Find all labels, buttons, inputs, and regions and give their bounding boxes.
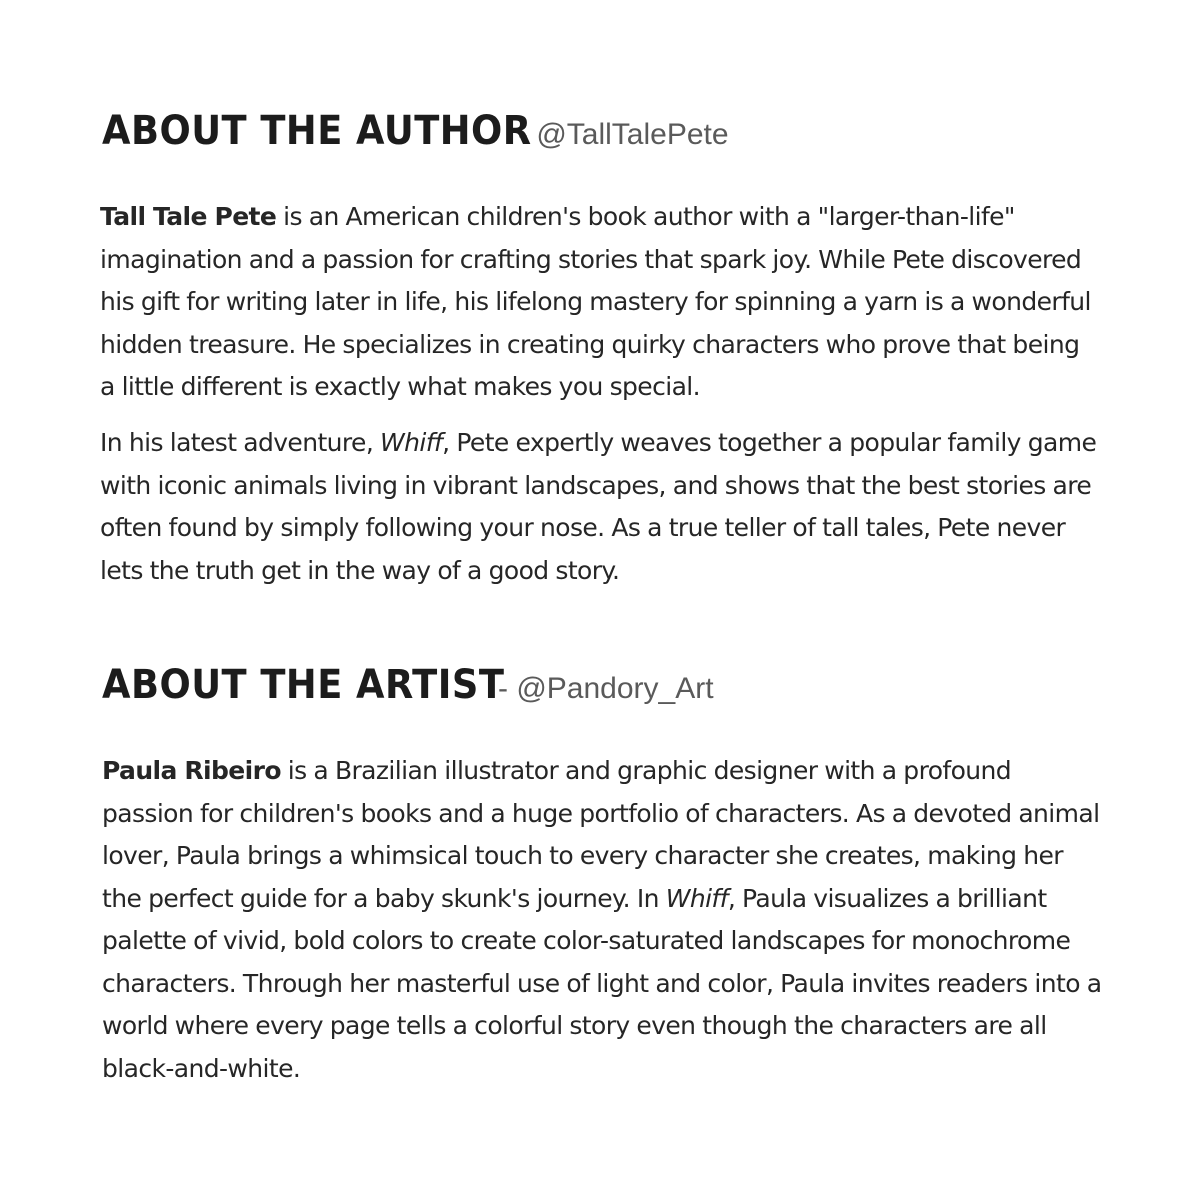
- author-bio-paragraph-2: [100, 422, 1100, 592]
- book-title: Whiff: [665, 883, 728, 913]
- author-bio-text-1: is an American children's book author with a "larger-than-life" imagination and a passion for crafting stories that spark joy. While Pete discovered his gift for writing later in life, his lifelong mastery for spinning a yarn is a wonderful hidden treasure. He specializes in creating quirky characters who prove that being a little different is exactly what makes you special.: [100, 202, 1091, 401]
- artist-bio-paragraph: [102, 750, 1102, 1090]
- author-bio-text-2a: In his latest adventure,: [100, 428, 381, 457]
- artist-handle: - @Pandory_Art: [498, 672, 714, 705]
- artist-bio-text-a: is a Brazilian illustrator and graphic designer with a profound passion for children's books and a huge portfolio of characters. As a devoted animal lover, Paula brings a whimsical touch to every character she creates, making her the perfect guide for a baby skunk's journey. In: [102, 756, 1100, 913]
- author-handle: - @TallTalePete: [518, 118, 729, 151]
- author-section-header: [102, 108, 729, 154]
- book-title: Whiff: [380, 428, 443, 457]
- author-bio-text-2b: , Pete expertly weaves together a popular family game with iconic animals living in vibrant landscapes, and shows that the best stories are often found by simply following your nose. As a true teller of tall tales, Pete never lets the truth get in the way of a good story.: [100, 428, 1097, 585]
- artist-bio-text-b: , Paula visualizes a brilliant palette of vivid, bold colors to create color-saturated landscapes for monochrome characters. Through her masterful use of light and color, Paula invites readers into a world where every page tells a colorful story even though the characters are all black-and-white.: [102, 883, 1102, 1083]
- author-name: Tall Tale Pete: [100, 202, 277, 231]
- artist-section-header: [102, 662, 714, 708]
- author-bio-paragraph-1: [100, 196, 1100, 409]
- artist-name: Paula Ribeiro: [102, 756, 281, 785]
- author-heading: ABOUT THE AUTHOR: [102, 108, 532, 154]
- artist-heading: ABOUT THE ARTIST: [102, 662, 505, 708]
